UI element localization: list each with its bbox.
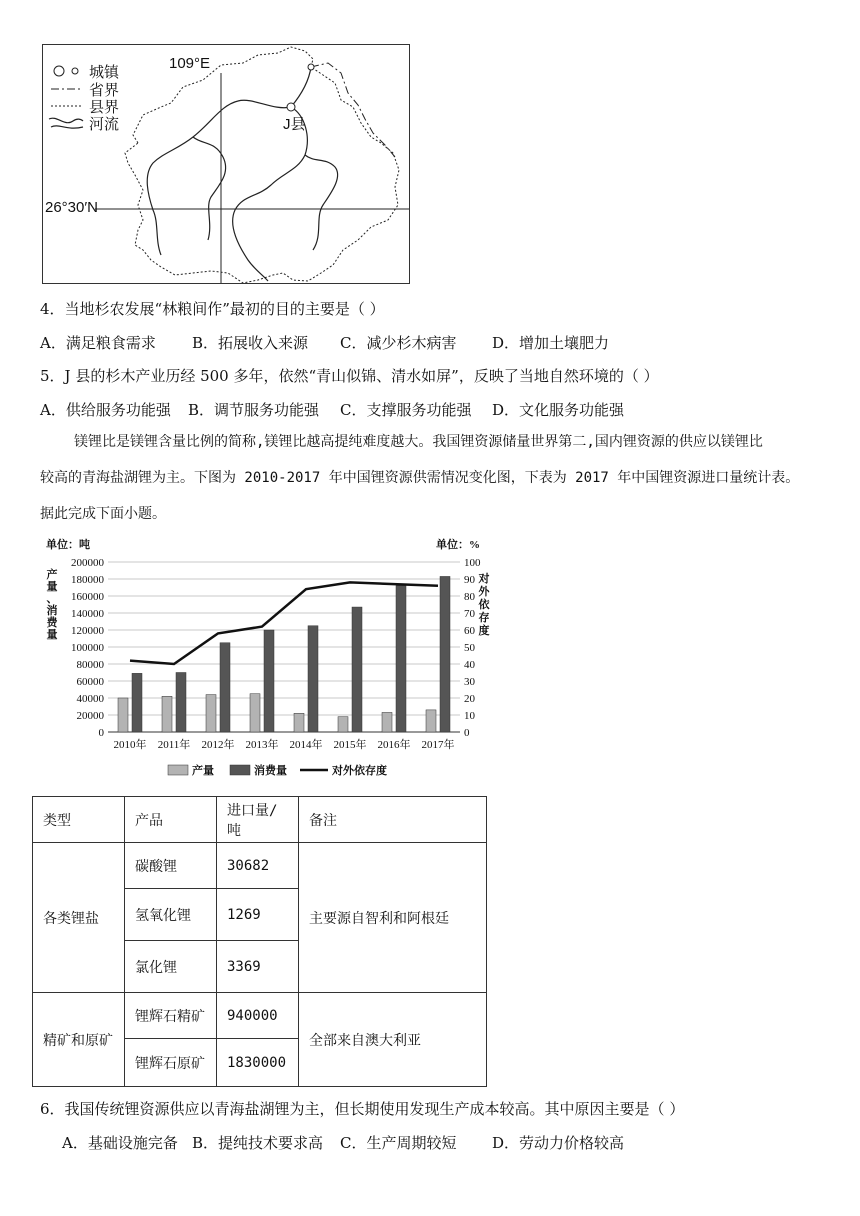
group-note: 全部来自澳大利亚: [299, 993, 487, 1087]
bar-consumption: [396, 586, 406, 732]
bar-consumption: [308, 626, 318, 732]
y-tick-label: 160000: [71, 591, 104, 603]
longitude-label: 109°E: [169, 55, 211, 72]
legend-label-consumption: 消费量: [254, 765, 287, 777]
bar-production: [338, 717, 348, 732]
bar-consumption: [132, 673, 142, 732]
q4-option-b[interactable]: B．拓展收入来源: [192, 334, 309, 352]
y2-tick-label: 40: [464, 659, 475, 671]
y2-axis-label-char: 对: [478, 573, 490, 585]
lithium-import-table: [32, 796, 487, 1087]
y-axis-label-char: 产: [46, 569, 58, 581]
amount-cell: 30682: [217, 843, 299, 889]
y2-tick-label: 10: [464, 710, 475, 722]
y2-axis-label-char: 外: [478, 586, 490, 598]
legend-label-production: 产量: [192, 765, 214, 777]
product-cell: 锂辉石原矿: [125, 1039, 217, 1087]
y-tick-label: 100000: [71, 642, 104, 654]
y-tick-label: 80000: [76, 659, 104, 671]
q6-option-d[interactable]: D．劳动力价格较高: [492, 1134, 625, 1152]
header-amount: 进口量/吨: [217, 797, 299, 843]
bar-consumption: [352, 607, 362, 732]
group-type: 精矿和原矿: [33, 993, 125, 1087]
table-header-row: [33, 797, 487, 843]
lithium-supply-demand-chart: [40, 534, 500, 788]
q6-option-c[interactable]: C．生产周期较短: [340, 1134, 457, 1152]
product-cell: 氢氧化锂: [125, 889, 217, 941]
question-4-stem: 4．当地杉农发展“林粮间作”最初的目的主要是（ ）: [40, 300, 385, 318]
y-tick-label: 140000: [71, 608, 104, 620]
q5-option-d[interactable]: D．文化服务功能强: [492, 401, 625, 419]
y-tick-label: 60000: [76, 676, 104, 688]
y2-tick-label: 80: [464, 591, 475, 603]
amount-cell: 940000: [217, 993, 299, 1039]
passage-line-3: 据此完成下面小题。: [40, 506, 166, 522]
y2-tick-label: 0: [464, 727, 470, 739]
bar-production: [162, 696, 172, 732]
legend-town: 城镇: [89, 64, 120, 81]
legend-county-border: 县界: [89, 99, 120, 116]
y-tick-label: 20000: [76, 710, 104, 722]
header-note: 备注: [299, 797, 487, 843]
bar-consumption: [264, 630, 274, 732]
q5-option-b[interactable]: B．调节服务功能强: [188, 401, 320, 419]
dependency-line: [130, 582, 438, 664]
y-axis-label-char: 费: [46, 617, 58, 629]
passage-line-2: 较高的青海盐湖锂为主。下图为 2010-2017 年中国锂资源供需情况变化图，下表为 2017 年中国锂资源进口量统计表。: [40, 470, 800, 486]
x-tick-label: 2011年: [157, 739, 191, 751]
question-5-stem: 5．J 县的杉木产业历经 500 多年，依然“青山似锦、清水如屏”，反映了当地自然环境的（ ）: [40, 367, 659, 385]
y2-tick-label: 30: [464, 676, 475, 688]
y2-tick-label: 50: [464, 642, 475, 654]
x-tick-label: 2010年: [113, 739, 147, 751]
y2-tick-label: 90: [464, 574, 475, 586]
county-map: [42, 44, 410, 284]
right-unit-label: 单位：%: [436, 539, 480, 551]
county-label: J县: [283, 116, 306, 133]
y-axis-label-char: 量: [46, 581, 58, 593]
bar-production: [382, 712, 392, 732]
bar-consumption: [440, 576, 450, 732]
passage: [40, 424, 840, 532]
group-type: 各类锂盐: [33, 843, 125, 993]
y2-axis-label-char: 度: [478, 625, 490, 637]
y-tick-label: 120000: [71, 625, 104, 637]
bar-consumption: [220, 643, 230, 732]
product-cell: 碳酸锂: [125, 843, 217, 889]
y2-axis-label-char: 存: [478, 612, 490, 624]
y-axis-label-char: 量: [46, 629, 58, 641]
bar-production: [294, 713, 304, 732]
bar-production: [250, 694, 260, 732]
y-axis-label-char: 消: [46, 605, 58, 617]
x-tick-label: 2014年: [289, 739, 323, 751]
header-type: 类型: [33, 797, 125, 843]
y2-tick-label: 100: [464, 557, 481, 569]
x-tick-label: 2017年: [421, 739, 455, 751]
legend-river: 河流: [89, 116, 120, 133]
q4-option-c[interactable]: C．减少杉木病害: [340, 334, 457, 352]
legend-swatch-production: [168, 765, 188, 775]
q5-option-a[interactable]: A．供给服务功能强: [40, 401, 171, 419]
q6-option-a[interactable]: A．基础设施完备: [62, 1134, 178, 1152]
x-tick-label: 2013年: [245, 739, 279, 751]
q6-option-b[interactable]: B．提纯技术要求高: [192, 1134, 324, 1152]
x-tick-label: 2012年: [201, 739, 235, 751]
y2-tick-label: 70: [464, 608, 475, 620]
y-axis-label-char: 、: [46, 593, 58, 605]
x-tick-label: 2016年: [377, 739, 411, 751]
bar-consumption: [176, 673, 186, 733]
passage-line-1: 镁锂比是镁锂含量比例的简称,镁锂比越高提纯难度越大。我国锂资源储量世界第二,国内锂资源的供应以镁锂比: [74, 434, 763, 450]
y-tick-label: 180000: [71, 574, 104, 586]
y-tick-label: 40000: [76, 693, 104, 705]
table-row: [33, 843, 487, 889]
product-cell: 氯化锂: [125, 941, 217, 993]
table-row: [33, 993, 487, 1039]
amount-cell: 1269: [217, 889, 299, 941]
legend-province-border: 省界: [89, 82, 120, 99]
y-tick-label: 200000: [71, 557, 104, 569]
y-tick-label: 0: [98, 727, 104, 739]
amount-cell: 3369: [217, 941, 299, 993]
y2-tick-label: 60: [464, 625, 475, 637]
header-product: 产品: [125, 797, 217, 843]
product-cell: 锂辉石精矿: [125, 993, 217, 1039]
group-note: 主要源自智利和阿根廷: [299, 843, 487, 993]
latitude-label: 26°30′N: [45, 199, 99, 216]
question-6-stem: 6．我国传统锂资源供应以青海盐湖锂为主，但长期使用发现生产成本较高。其中原因主要是（ ）: [40, 1100, 685, 1118]
legend-swatch-consumption: [230, 765, 250, 775]
x-tick-label: 2015年: [333, 739, 367, 751]
q4-option-a[interactable]: A．满足粮食需求: [40, 334, 156, 352]
amount-cell: 1830000: [217, 1039, 299, 1087]
q4-option-d[interactable]: D．增加土壤肥力: [492, 334, 610, 352]
left-unit-label: 单位：吨: [46, 539, 90, 551]
bar-production: [206, 695, 216, 732]
q5-option-c[interactable]: C．支撑服务功能强: [340, 401, 472, 419]
y2-axis-label-char: 依: [478, 599, 490, 611]
bar-production: [118, 698, 128, 732]
y2-tick-label: 20: [464, 693, 475, 705]
legend-label-dependency: 对外依存度: [332, 765, 387, 777]
bar-production: [426, 710, 436, 732]
